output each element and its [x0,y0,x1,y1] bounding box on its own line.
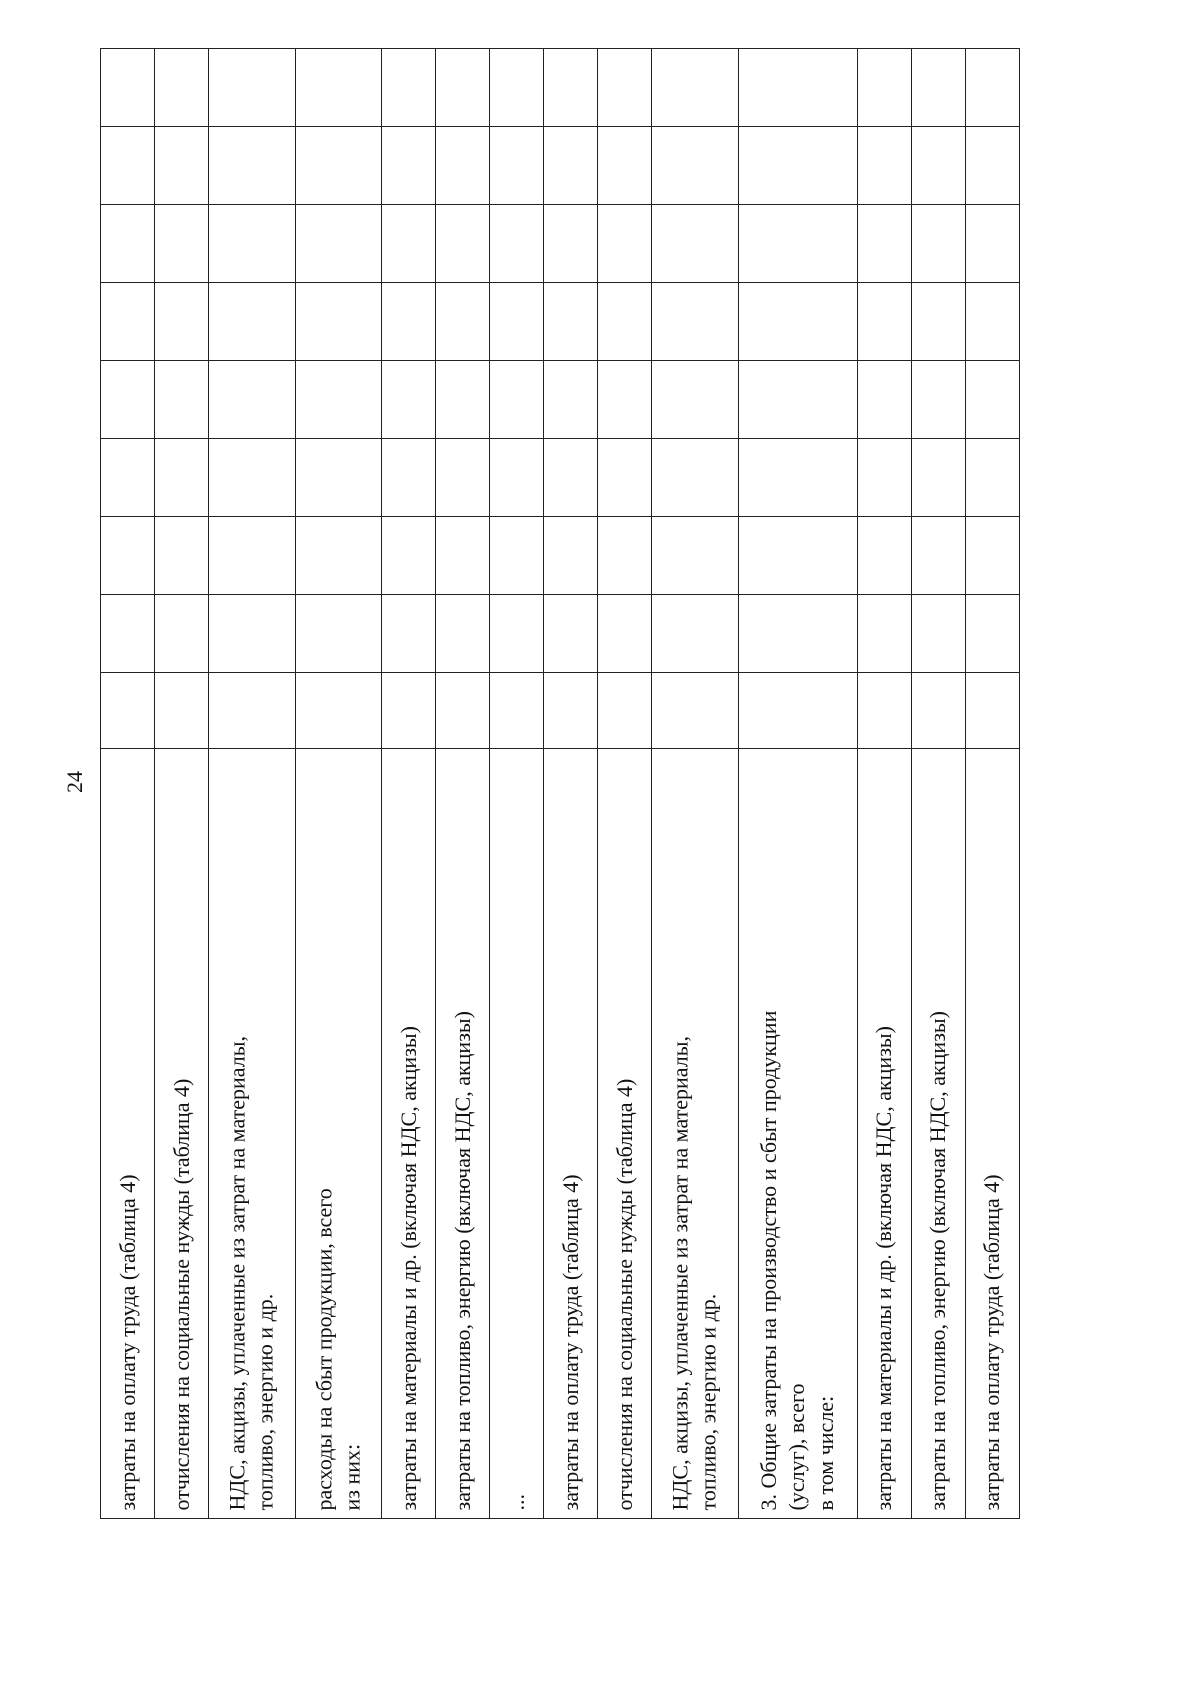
value-cell [598,517,652,595]
value-cell [652,439,738,517]
value-cell [490,49,544,127]
row-label: затраты на оплату труда (таблица 4) [544,749,598,1519]
table-row [436,49,490,1519]
value-cell [101,49,155,127]
table-row [209,49,295,1519]
value-cell [209,127,295,205]
value-cell [544,283,598,361]
table-row [911,49,965,1519]
value-cell [738,439,857,517]
value-cell [101,673,155,749]
value-cell [911,127,965,205]
value-cell [965,361,1019,439]
value-cell [857,595,911,673]
value-cell [155,205,209,283]
value-cell [911,595,965,673]
value-cell [911,283,965,361]
value-cell [490,517,544,595]
value-cell [155,49,209,127]
value-cell [436,361,490,439]
value-cell [382,127,436,205]
value-cell [101,361,155,439]
value-cell [652,361,738,439]
value-cell [382,205,436,283]
value-cell [101,205,155,283]
value-cell [436,283,490,361]
value-cell [738,127,857,205]
value-cell [295,127,381,205]
row-label: НДС, акцизы, уплаченные из затрат на материалы, топливо, энергию и др. [209,749,295,1519]
value-cell [965,595,1019,673]
value-cell [436,127,490,205]
row-label: 3. Общие затраты на производство и сбыт продукции (услуг), всего в том числе: [738,749,857,1519]
table-row [490,49,544,1519]
value-cell [857,673,911,749]
value-cell [544,205,598,283]
value-cell [738,361,857,439]
value-cell [436,673,490,749]
value-cell [544,49,598,127]
value-cell [101,127,155,205]
value-cell [490,205,544,283]
table-row [598,49,652,1519]
value-cell [911,673,965,749]
value-cell [101,595,155,673]
value-cell [382,595,436,673]
row-label: ... [490,749,544,1519]
value-cell [295,439,381,517]
value-cell [295,361,381,439]
table-row [155,49,209,1519]
value-cell [436,517,490,595]
table-row [295,49,381,1519]
value-cell [738,49,857,127]
value-cell [490,439,544,517]
row-label: затраты на оплату труда (таблица 4) [101,749,155,1519]
value-cell [490,595,544,673]
value-cell [598,49,652,127]
value-cell [911,361,965,439]
value-cell [965,283,1019,361]
table-row [382,49,436,1519]
value-cell [295,49,381,127]
value-cell [382,517,436,595]
row-label: затраты на материалы и др. (включая НДС, акцизы) [857,749,911,1519]
row-label: НДС, акцизы, уплаченные из затрат на материалы, топливо, энергию и др. [652,749,738,1519]
page-number: 24 [62,771,87,793]
value-cell [965,49,1019,127]
value-cell [652,673,738,749]
value-cell [598,283,652,361]
value-cell [652,127,738,205]
value-cell [382,673,436,749]
value-cell [101,439,155,517]
value-cell [490,127,544,205]
table-row [738,49,857,1519]
row-label: отчисления на социальные нужды (таблица 4) [598,749,652,1519]
row-label: расходы на сбыт продукции, всего из них: [295,749,381,1519]
value-cell [490,361,544,439]
value-cell [295,673,381,749]
value-cell [490,283,544,361]
value-cell [155,283,209,361]
value-cell [155,673,209,749]
cost-table-wrapper [100,48,1020,1518]
row-label: затраты на топливо, энергию (включая НДС, акцизы) [911,749,965,1519]
value-cell [544,439,598,517]
value-cell [911,205,965,283]
value-cell [965,673,1019,749]
value-cell [598,439,652,517]
value-cell [965,517,1019,595]
value-cell [738,283,857,361]
value-cell [436,49,490,127]
value-cell [652,49,738,127]
value-cell [155,595,209,673]
value-cell [209,49,295,127]
table-row [544,49,598,1519]
table-row [101,49,155,1519]
value-cell [544,595,598,673]
value-cell [598,595,652,673]
value-cell [598,361,652,439]
value-cell [857,361,911,439]
value-cell [209,595,295,673]
value-cell [155,361,209,439]
cost-table [100,48,1020,1519]
row-label: отчисления на социальные нужды (таблица 4) [155,749,209,1519]
value-cell [490,673,544,749]
value-cell [382,49,436,127]
value-cell [911,517,965,595]
value-cell [857,205,911,283]
value-cell [652,283,738,361]
value-cell [544,127,598,205]
value-cell [857,439,911,517]
value-cell [598,673,652,749]
value-cell [911,439,965,517]
value-cell [295,595,381,673]
value-cell [965,127,1019,205]
value-cell [101,517,155,595]
table-row [965,49,1019,1519]
row-label: затраты на топливо, энергию (включая НДС, акцизы) [436,749,490,1519]
value-cell [295,283,381,361]
value-cell [209,205,295,283]
value-cell [436,595,490,673]
value-cell [209,361,295,439]
row-label: затраты на материалы и др. (включая НДС, акцизы) [382,749,436,1519]
value-cell [857,517,911,595]
value-cell [652,595,738,673]
value-cell [544,517,598,595]
value-cell [652,205,738,283]
value-cell [738,673,857,749]
value-cell [295,205,381,283]
value-cell [382,361,436,439]
table-row [652,49,738,1519]
value-cell [101,283,155,361]
table-row [857,49,911,1519]
value-cell [155,517,209,595]
value-cell [155,127,209,205]
value-cell [209,283,295,361]
value-cell [436,205,490,283]
value-cell [436,439,490,517]
row-label: затраты на оплату труда (таблица 4) [965,749,1019,1519]
value-cell [382,283,436,361]
value-cell [209,439,295,517]
value-cell [965,439,1019,517]
value-cell [738,595,857,673]
value-cell [209,673,295,749]
value-cell [544,361,598,439]
value-cell [857,283,911,361]
value-cell [857,127,911,205]
value-cell [911,49,965,127]
value-cell [965,205,1019,283]
value-cell [598,205,652,283]
value-cell [295,517,381,595]
value-cell [598,127,652,205]
value-cell [738,517,857,595]
value-cell [738,205,857,283]
value-cell [857,49,911,127]
value-cell [544,673,598,749]
value-cell [209,517,295,595]
value-cell [155,439,209,517]
value-cell [652,517,738,595]
value-cell [382,439,436,517]
